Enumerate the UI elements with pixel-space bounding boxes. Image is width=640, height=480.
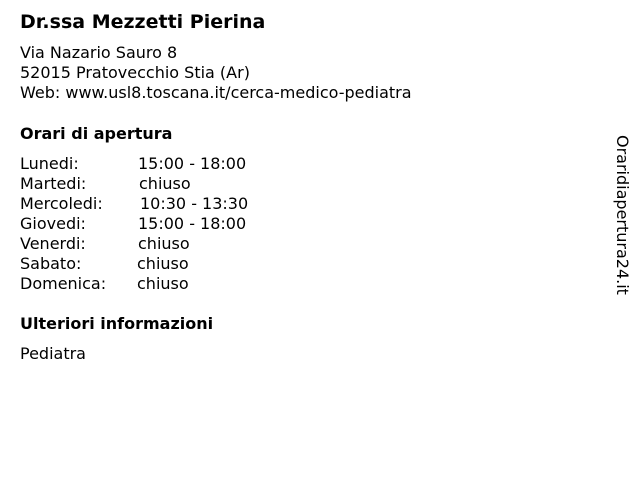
time-value: chiuso — [137, 254, 189, 273]
address-block — [20, 43, 412, 103]
time-value: 15:00 - 18:00 — [138, 214, 247, 233]
day-label: Lunedi: — [20, 154, 79, 173]
hours-heading: Orari di apertura — [20, 124, 173, 143]
time-value: 15:00 - 18:00 — [138, 154, 247, 173]
address-web: Web: www.usl8.toscana.it/cerca-medico-pediatra — [20, 83, 412, 102]
site-watermark: Oraridiapertura24.it — [613, 135, 632, 295]
info-text: Pediatra — [20, 344, 86, 363]
day-label: Venerdi: — [20, 234, 86, 253]
address-street: Via Nazario Sauro 8 — [20, 43, 178, 62]
day-label: Giovedi: — [20, 214, 86, 233]
day-label: Sabato: — [20, 254, 82, 273]
page-title: Dr.ssa Mezzetti Pierina — [20, 11, 266, 33]
time-value: chiuso — [137, 274, 189, 293]
time-value: chiuso — [139, 174, 191, 193]
day-label: Mercoledi: — [20, 194, 103, 213]
info-heading: Ulteriori informazioni — [20, 314, 214, 333]
time-value: 10:30 - 13:30 — [140, 194, 249, 213]
day-label: Martedi: — [20, 174, 87, 193]
address-city: 52015 Pratovecchio Stia (Ar) — [20, 63, 250, 82]
time-value: chiuso — [138, 234, 190, 253]
day-label: Domenica: — [20, 274, 107, 293]
